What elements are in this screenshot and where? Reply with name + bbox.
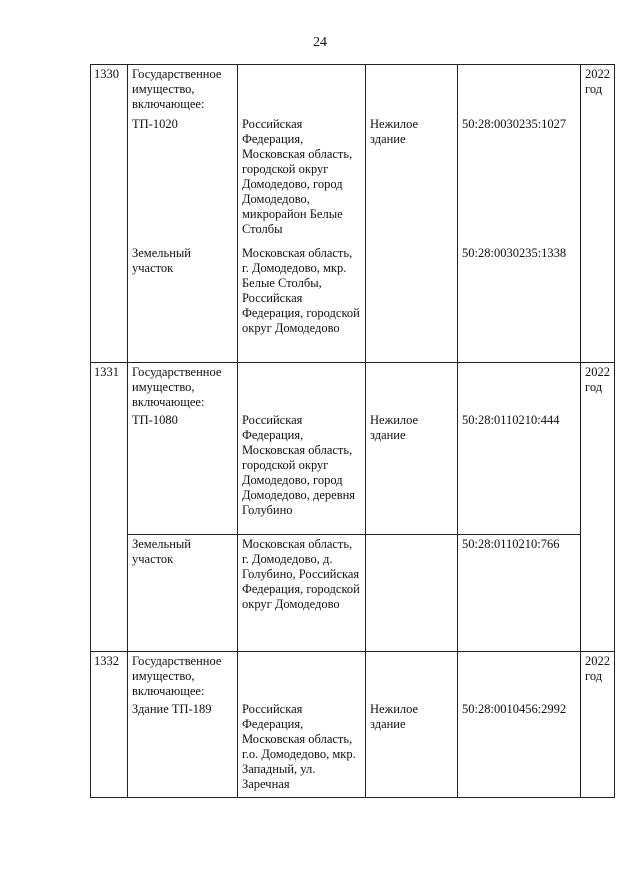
item-address: Российская Федерация, Московская область, г.о. Домодедово, мкр. Западный, ул. Заречная <box>238 700 366 798</box>
cadastral-cell <box>458 363 581 411</box>
item-name: Земельный участок <box>128 244 238 363</box>
item-address: Московская область, г. Домодедово, д. Голубино, Российская Федерация, городской округ Домодедово <box>238 535 366 652</box>
table-row <box>91 700 615 798</box>
entry-number: 1330 <box>91 65 128 363</box>
address-cell <box>238 363 366 411</box>
group-name: Государственное имущество, включающее: <box>128 363 238 411</box>
cadastral-cell <box>458 65 581 115</box>
entry-year: 2022 год <box>581 363 615 652</box>
item-address: Московская область, г. Домодедово, мкр. Белые Столбы, Российская Федерация, городской округ Домодедово <box>238 244 366 363</box>
type-cell <box>366 363 458 411</box>
item-name: Здание ТП-189 <box>128 700 238 798</box>
address-cell <box>238 65 366 115</box>
item-cadastral: 50:28:0030235:1027 <box>458 115 581 244</box>
registry-table <box>90 64 615 798</box>
table-row <box>91 244 615 363</box>
type-cell <box>366 652 458 700</box>
table-row <box>91 65 615 115</box>
entry-number: 1332 <box>91 652 128 798</box>
address-cell <box>238 652 366 700</box>
group-name: Государственное имущество, включающее: <box>128 652 238 700</box>
table-row <box>91 535 615 652</box>
table-row <box>91 115 615 244</box>
group-name: Государственное имущество, включающее: <box>128 65 238 115</box>
item-cadastral: 50:28:0010456:2992 <box>458 700 581 798</box>
item-type <box>366 535 458 652</box>
item-cadastral: 50:28:0110210:444 <box>458 411 581 535</box>
item-address: Российская Федерация, Московская область, городской округ Домодедово, город Домодедово, деревня Голубино <box>238 411 366 535</box>
item-type <box>366 244 458 363</box>
entry-year: 2022 год <box>581 652 615 798</box>
type-cell <box>366 65 458 115</box>
cadastral-cell <box>458 652 581 700</box>
item-cadastral: 50:28:0110210:766 <box>458 535 581 652</box>
item-name: Земельный участок <box>128 535 238 652</box>
item-address: Российская Федерация, Московская область, городской округ Домодедово, город Домодедово, микрорайон Белые Столбы <box>238 115 366 244</box>
table-row <box>91 363 615 411</box>
item-type: Нежилое здание <box>366 115 458 244</box>
table-row <box>91 652 615 700</box>
item-type: Нежилое здание <box>366 411 458 535</box>
table-row <box>91 411 615 535</box>
item-type: Нежилое здание <box>366 700 458 798</box>
entry-year: 2022 год <box>581 65 615 363</box>
item-name: ТП-1080 <box>128 411 238 535</box>
page-number: 24 <box>313 35 327 50</box>
item-name: ТП-1020 <box>128 115 238 244</box>
item-cadastral: 50:28:0030235:1338 <box>458 244 581 363</box>
entry-number: 1331 <box>91 363 128 652</box>
